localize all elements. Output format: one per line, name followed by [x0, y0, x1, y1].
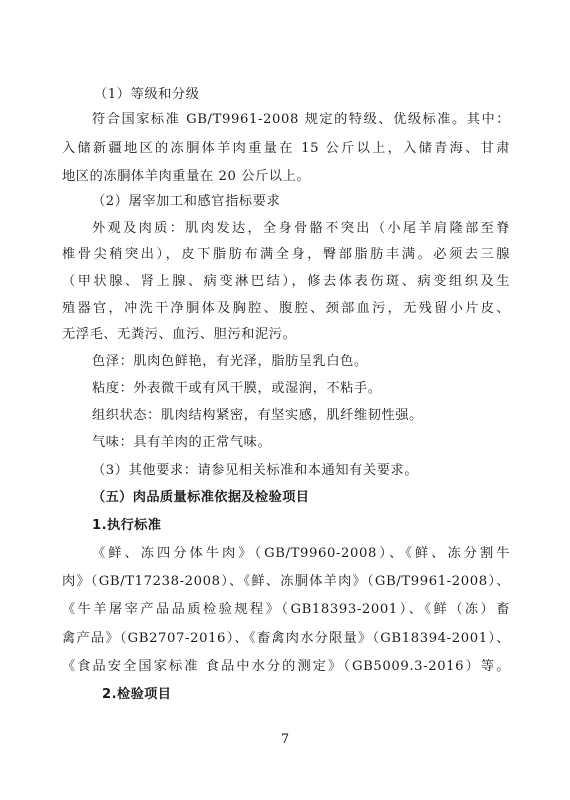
paragraph-line: 气味：具有羊肉的正常气味。: [92, 435, 272, 450]
paragraph-line: （甲状腺、肾上腺、病变淋巴结），修去体表伤斑、病变组织及生: [62, 274, 510, 289]
paragraph-line: 《食品安全国家标准 食品中水分的测定》（GB5009.3-2016）等。: [62, 659, 510, 674]
paragraph-line: 《牛羊屠宰产品品质检验规程》（GB18393-2001）、《鲜（冻）畜: [62, 602, 510, 617]
section-heading-slaughter: （2）屠宰加工和感官指标要求: [92, 194, 281, 209]
paragraph-line: 禽产品》（GB2707-2016）、《畜禽肉水分限量》（GB18394-2001）、: [62, 631, 510, 646]
paragraph-line: 外观及肉质：肌肉发达，全身骨骼不突出（小尾羊肩隆部至脊: [92, 221, 510, 236]
paragraph-line: 椎骨尖稍突出），皮下脂肪布满全身，臀部脂肪丰满。必须去三腺: [62, 247, 510, 262]
paragraph-line: 肉》（GB/T17238-2008）、《鲜、冻胴体羊肉》（GB/T9961-2008）、: [62, 574, 510, 589]
paragraph-line: 殖器官，冲洗干净胴体及胸腔、腹腔、颈部血污，无残留小片皮、: [62, 301, 510, 316]
page-number: 7: [280, 732, 290, 747]
paragraph-line: 组织状态：肌肉结构紧密，有坚实感，肌纤维韧性强。: [92, 408, 423, 423]
paragraph-line: 色泽：肌肉色鲜艳，有光泽，脂肪呈乳白色。: [92, 354, 368, 369]
paragraph-line: 粘度：外表微干或有风干膜，或湿润，不粘手。: [92, 381, 382, 396]
subheading-execution-standards: 1.执行标准: [92, 518, 162, 533]
paragraph-line: 地区的冻胴体羊肉重量在 20 公斤以上。: [62, 169, 311, 184]
paragraph-line: （3）其他要求：请参见相关标准和本通知有关要求。: [92, 463, 419, 478]
section-heading-grade: （1）等级和分级: [94, 87, 200, 102]
paragraph-line: 符合国家标准 GB/T9961-2008 规定的特级、优级标准。其中：: [92, 112, 510, 127]
paragraph-line: 入储新疆地区的冻胴体羊肉重量在 15 公斤以上，入储青海、甘肃: [62, 141, 510, 156]
paragraph-line: 《鲜、冻四分体牛肉》（GB/T9960-2008）、《鲜、冻分割牛: [92, 546, 510, 561]
section-heading-standards: （五）肉品质量标准依据及检验项目: [92, 490, 310, 505]
subheading-inspection-items: 2.检验项目: [102, 687, 172, 702]
paragraph-line: 无浮毛、无粪污、血污、胆污和泥污。: [62, 327, 297, 342]
